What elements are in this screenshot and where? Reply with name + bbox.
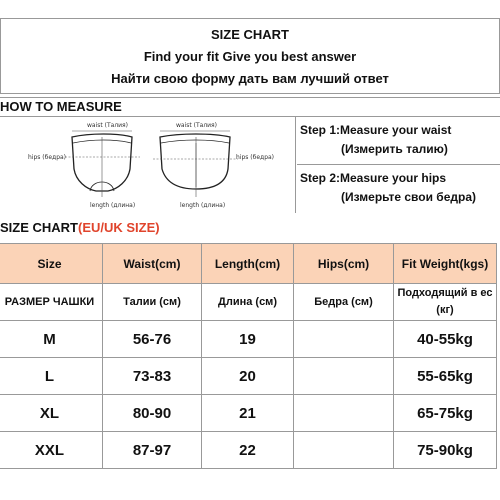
back-hips-label: hips (бедра) [236, 154, 275, 161]
back-length-label: length (длина) [180, 202, 226, 209]
size-chart-heading-suffix: (EU/UK SIZE) [78, 220, 160, 235]
column-header-ru: Длина (см) [202, 284, 294, 321]
column-header: Fit Weight(kgs) [394, 244, 497, 284]
step-2-english: Step 2:Measure your hips [300, 171, 447, 185]
weight-cell: 40-55kg [394, 321, 497, 358]
size-chart-heading-prefix: SIZE CHART [0, 220, 78, 235]
column-header: Size [0, 244, 103, 284]
table-row [0, 432, 497, 469]
hips-cell [294, 321, 394, 358]
front-panties-icon [65, 131, 140, 197]
size-cell: XXL [0, 432, 103, 469]
waist-cell: 80-90 [103, 395, 202, 432]
waist-cell: 73-83 [103, 358, 202, 395]
size-chart-heading [0, 220, 160, 236]
hips-cell [294, 358, 394, 395]
waist-cell: 87-97 [103, 432, 202, 469]
table-row [0, 321, 497, 358]
panties-diagram-graphic [0, 117, 296, 213]
column-header: Hips(cm) [294, 244, 394, 284]
weight-cell: 75-90kg [394, 432, 497, 469]
how-to-measure-section [0, 117, 500, 213]
measure-diagram [0, 117, 296, 213]
size-cell: L [0, 358, 103, 395]
step-1 [300, 121, 500, 159]
size-cell: M [0, 321, 103, 358]
column-header-ru: Подходящий в ес (кг) [394, 284, 497, 321]
column-header-ru: РАЗМЕР ЧАШКИ [0, 284, 103, 321]
length-cell: 22 [202, 432, 294, 469]
measure-steps [297, 117, 500, 213]
subtitle-russian: Найти свою форму дать вам лучший ответ [111, 71, 389, 86]
column-header: Waist(cm) [103, 244, 202, 284]
table-subheader-row [0, 284, 497, 321]
weight-cell: 55-65kg [394, 358, 497, 395]
waist-cell: 56-76 [103, 321, 202, 358]
length-cell: 19 [202, 321, 294, 358]
length-cell: 21 [202, 395, 294, 432]
size-table [0, 243, 497, 469]
size-chart-header [0, 18, 500, 94]
step-divider [297, 164, 500, 165]
step-1-russian: (Измерить талию) [341, 142, 448, 156]
length-cell: 20 [202, 358, 294, 395]
step-2 [300, 169, 500, 207]
column-header-ru: Талии (см) [103, 284, 202, 321]
front-waist-label: waist (Талия) [87, 122, 129, 129]
column-header: Length(cm) [202, 244, 294, 284]
hips-cell [294, 432, 394, 469]
how-to-measure-heading: HOW TO MEASURE [0, 97, 500, 117]
table-row [0, 358, 497, 395]
column-header-ru: Бедра (см) [294, 284, 394, 321]
table-header-row [0, 244, 497, 284]
front-hips-label: hips (бедра) [28, 154, 67, 161]
page-title: SIZE CHART [211, 27, 289, 42]
back-panties-icon [153, 131, 238, 197]
weight-cell: 65-75kg [394, 395, 497, 432]
step-2-russian: (Измерьте свои бедра) [341, 190, 477, 204]
size-cell: XL [0, 395, 103, 432]
hips-cell [294, 395, 394, 432]
table-row [0, 395, 497, 432]
subtitle-english: Find your fit Give you best answer [143, 49, 357, 64]
step-1-english: Step 1:Measure your waist [300, 123, 452, 137]
front-length-label: length (длина) [90, 202, 136, 209]
back-waist-label: waist (Талия) [176, 122, 218, 129]
